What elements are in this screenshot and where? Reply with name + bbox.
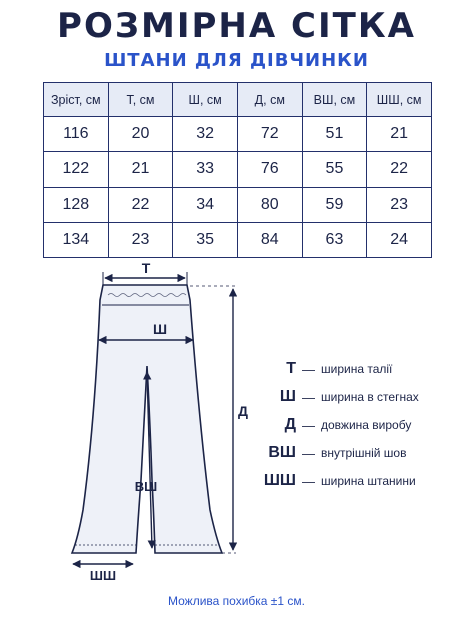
- table-cell: 23: [108, 222, 173, 257]
- legend-dash: —: [302, 417, 315, 433]
- table-cell: 122: [44, 152, 109, 187]
- table-row: [44, 152, 432, 187]
- table-cell: 59: [302, 187, 367, 222]
- table-cell: 34: [173, 187, 238, 222]
- legend-item: [256, 444, 406, 462]
- column-header-length: Д, см: [237, 83, 302, 117]
- tolerance-note: Можлива похибка ±1 см.: [168, 594, 305, 608]
- column-header-waist: Т, см: [108, 83, 173, 117]
- column-header-hip: Ш, см: [173, 83, 238, 117]
- table-row: [44, 222, 432, 257]
- pants-outline: [72, 285, 222, 553]
- legend-dash: —: [302, 473, 315, 489]
- table-cell: 116: [44, 117, 109, 152]
- legend-desc: довжина виробу: [321, 418, 412, 432]
- table-cell: 23: [367, 187, 432, 222]
- table-cell: 51: [302, 117, 367, 152]
- legend-desc: ширина штанини: [321, 474, 416, 488]
- table-cell: 134: [44, 222, 109, 257]
- table-cell: 21: [367, 117, 432, 152]
- table-cell: 76: [237, 152, 302, 187]
- legend-desc: ширина в стегнах: [321, 390, 419, 404]
- column-header-height: Зріст, см: [44, 83, 109, 117]
- table-cell: 80: [237, 187, 302, 222]
- legend-item: [256, 388, 419, 406]
- legend-dash: —: [302, 445, 315, 461]
- legend-dash: —: [302, 361, 315, 377]
- table-cell: 21: [108, 152, 173, 187]
- column-header-inseam: ВШ, см: [302, 83, 367, 117]
- table-header-row: [44, 83, 432, 117]
- table-cell: 33: [173, 152, 238, 187]
- legend-desc: ширина талії: [321, 362, 393, 376]
- length-label: Д: [238, 403, 248, 419]
- legend-item: [256, 416, 411, 434]
- legend-desc: внутрішній шов: [321, 446, 407, 460]
- table-row: [44, 187, 432, 222]
- size-table: [43, 82, 432, 258]
- legend-code: Т: [286, 360, 296, 377]
- hem-label: ШШ: [89, 568, 117, 583]
- page-subtitle: ШТАНИ ДЛЯ ДІВЧИНКИ: [104, 50, 369, 71]
- page-title: РОЗМІРНА СІТКА: [57, 6, 416, 46]
- legend-code: ШШ: [263, 472, 296, 489]
- legend-item: [256, 472, 416, 490]
- table-cell: 128: [44, 187, 109, 222]
- column-header-hem: ШШ, см: [367, 83, 432, 117]
- table-cell: 22: [367, 152, 432, 187]
- table-cell: 32: [173, 117, 238, 152]
- table-cell: 72: [237, 117, 302, 152]
- legend-code: Д: [284, 416, 296, 433]
- legend-item: [256, 360, 392, 378]
- table-cell: 55: [302, 152, 367, 187]
- table-cell: 22: [108, 187, 173, 222]
- table-cell: 20: [108, 117, 173, 152]
- table-cell: 63: [302, 222, 367, 257]
- legend-code: Ш: [279, 388, 296, 405]
- table-cell: 35: [173, 222, 238, 257]
- inseam-label: ВШ: [134, 479, 158, 494]
- hip-label: Ш: [152, 321, 168, 337]
- table-cell: 84: [237, 222, 302, 257]
- legend-dash: —: [302, 389, 315, 405]
- table-row: [44, 117, 432, 152]
- legend-code: ВШ: [268, 444, 296, 461]
- waist-label: Т: [141, 260, 151, 276]
- table-cell: 24: [367, 222, 432, 257]
